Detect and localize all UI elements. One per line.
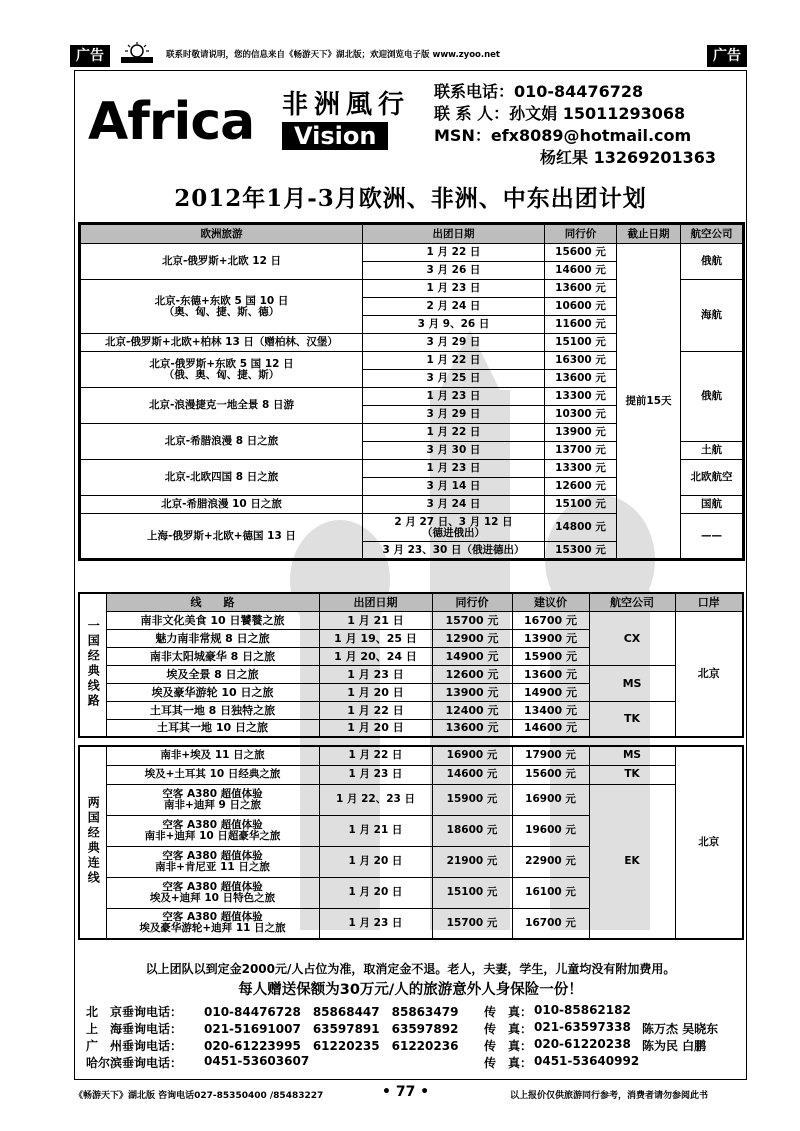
route-name: 北京-俄罗斯+北欧 12 日	[80, 244, 363, 280]
peer-price: 12600 元	[432, 665, 512, 683]
route-name: 魅力南非常规 8 日之旅	[106, 629, 319, 647]
europe-table	[78, 222, 745, 561]
route-name: 南非+埃及 11 日之旅	[106, 746, 319, 765]
office-people: 陈为民 白鹏	[642, 1039, 707, 1053]
peer-price: 10600 元	[545, 298, 617, 316]
brand-chinese: 非洲風行	[282, 90, 411, 120]
contact-second: 杨红果 13269201363	[540, 148, 717, 167]
ad-tag-left: 广告	[70, 45, 110, 67]
peer-price: 13900 元	[545, 424, 617, 442]
route-name	[106, 846, 319, 877]
brand-vision: Vision	[282, 122, 388, 150]
airline: 土航	[681, 442, 744, 460]
retail-price: 14900 元	[512, 683, 589, 701]
peer-price: 15700 元	[432, 611, 512, 629]
office-phones: 0451-53603607	[204, 1054, 310, 1068]
peer-price: 15600 元	[545, 244, 617, 262]
route-name	[106, 784, 319, 815]
depart-date: 1 月 22 日	[319, 746, 432, 765]
col-header: 航空公司	[589, 593, 675, 611]
depart-date: 3 月 23、30 日（俄进德出）	[363, 542, 545, 560]
office-phones: 010-84476728 85868447 85863479	[204, 1005, 459, 1019]
route-name: 上海-俄罗斯+北欧+德国 13 日	[80, 514, 363, 560]
route-line: 南非+迪拜 9 日之旅	[164, 798, 261, 811]
retail-price: 15600 元	[512, 765, 589, 784]
fax-label: 传 真：	[484, 1039, 533, 1053]
depart-date: 1 月 22 日	[363, 352, 545, 370]
airline: 俄航	[681, 352, 744, 442]
col-header: 航空公司	[681, 224, 744, 244]
depart-date: 1 月 23 日	[319, 665, 432, 683]
peer-price: 13300 元	[545, 460, 617, 478]
route-name: 南非文化美食 10 日饕餮之旅	[106, 611, 319, 629]
peer-price: 16300 元	[545, 352, 617, 370]
table-row	[79, 665, 743, 683]
airline: MS	[589, 665, 675, 701]
peer-price: 15900 元	[432, 784, 512, 815]
section-label-text: 两国经典连线	[86, 796, 101, 886]
route-name	[106, 908, 319, 939]
route-name: 南非太阳城豪华 8 日之旅	[106, 647, 319, 665]
depart-date: 1 月 22、23 日	[319, 784, 432, 815]
route-line: 空客 A380 超值体验	[162, 818, 263, 831]
table-row	[79, 746, 743, 765]
peer-price: 15100 元	[545, 496, 617, 514]
office-city: 广 州垂询电话：	[86, 1039, 183, 1053]
depart-date: 1 月 22 日	[319, 701, 432, 719]
header-notice: 联系时敬请说明，您的信息来自《畅游天下》湖北版；欢迎浏览电子版 www.zyoo.net	[166, 50, 500, 60]
depart-date: 1 月 20 日	[319, 877, 432, 908]
table-row	[79, 765, 743, 784]
route-name	[106, 877, 319, 908]
peer-price: 11600 元	[545, 316, 617, 334]
depart-date: 3 月 26 日	[363, 262, 545, 280]
peer-price: 13300 元	[545, 388, 617, 406]
page-title: 2012年1月-3月欧洲、非洲、中东出团计划	[174, 185, 647, 212]
peer-price: 14600 元	[545, 262, 617, 280]
route-name: 北京-俄罗斯+北欧+柏林 13 日（赠柏林、汉堡）	[80, 334, 363, 352]
retail-price: 13900 元	[512, 629, 589, 647]
route-name: 埃及豪华游轮 10 日之旅	[106, 683, 319, 701]
fax-label: 传 真：	[484, 1005, 533, 1019]
airline: TK	[589, 701, 675, 737]
peer-price: 12400 元	[432, 701, 512, 719]
date-line: （德进俄出）	[422, 526, 485, 539]
peer-price: 13600 元	[545, 370, 617, 388]
table-row	[80, 244, 744, 262]
peer-price: 14900 元	[432, 647, 512, 665]
depart-date: 1 月 23 日	[319, 765, 432, 784]
section-label	[79, 746, 106, 939]
magazine-logo	[118, 42, 156, 64]
route-line: 空客 A380 超值体验	[162, 849, 263, 862]
route-name	[80, 280, 363, 334]
port: 北京	[675, 746, 743, 939]
depart-date: 3 月 29 日	[363, 406, 545, 424]
insurance-note: 每人赠送保额为30万元/人的旅游意外人身保险一份！	[238, 982, 583, 998]
col-header: 欧洲旅游	[80, 224, 363, 244]
route-name	[80, 352, 363, 388]
airline: CX	[589, 611, 675, 665]
peer-price: 12900 元	[432, 629, 512, 647]
section-label-text: 一国经典线路	[86, 619, 101, 709]
table-row	[79, 611, 743, 629]
airline: TK	[589, 765, 675, 784]
africa-two-country-table	[78, 745, 744, 940]
depart-date: 3 月 30 日	[363, 442, 545, 460]
retail-price: 17900 元	[512, 746, 589, 765]
contact-phone: 联系电话：010-84476728	[434, 82, 644, 101]
retail-price: 13600 元	[512, 665, 589, 683]
peer-price: 13700 元	[545, 442, 617, 460]
route-line: 空客 A380 超值体验	[162, 911, 263, 924]
table-row	[79, 784, 743, 815]
depart-date: 3 月 14 日	[363, 478, 545, 496]
airline: 国航	[681, 496, 744, 514]
fax-label: 传 真：	[484, 1056, 533, 1070]
retail-price: 16900 元	[512, 784, 589, 815]
peer-price: 12600 元	[545, 478, 617, 496]
ad-tag-right: 广告	[707, 45, 747, 67]
col-header: 建议价	[512, 593, 589, 611]
route-name: 土耳其一地 10 日之旅	[106, 719, 319, 737]
depart-date: 1 月 23 日	[363, 280, 545, 298]
peer-price: 15100 元	[432, 877, 512, 908]
contact-msn: MSN：efx8089@hotmail.com	[434, 126, 692, 145]
office-fax: 020-61220238	[534, 1037, 631, 1051]
office-phones: 021-51691007 63597891 63597892	[204, 1022, 459, 1036]
retail-price: 16700 元	[512, 611, 589, 629]
retail-price: 22900 元	[512, 846, 589, 877]
airline: ——	[681, 514, 744, 560]
date-line: 2 月 27 日、3 月 12 日	[394, 515, 513, 528]
route-line: 南非+迪拜 10 日超豪华之旅	[144, 829, 281, 842]
depart-date: 1 月 23 日	[319, 908, 432, 939]
table-header	[79, 593, 743, 611]
route-name: 北京-希腊浪漫 8 日之旅	[80, 424, 363, 460]
airline: EK	[589, 784, 675, 939]
peer-price: 15700 元	[432, 908, 512, 939]
retail-price: 19600 元	[512, 815, 589, 846]
page-number: • 77 •	[382, 1084, 430, 1100]
depart-date: 1 月 23 日	[363, 460, 545, 478]
route-line: 南非+肯尼亚 11 日之旅	[155, 860, 270, 873]
office-city: 北 京垂询电话：	[86, 1005, 183, 1019]
route-line: 空客 A380 超值体验	[162, 880, 263, 893]
page-number-text: 77	[395, 1084, 416, 1100]
airline: 俄航	[681, 244, 744, 280]
footer-right: 以上报价仅供旅游同行参考，消费者请勿参阅此书	[510, 1091, 709, 1101]
peer-price: 14800 元	[545, 514, 617, 542]
route-line: 埃及+迪拜 10 日特色之旅	[149, 891, 276, 904]
office-fax: 010-85862182	[534, 1003, 631, 1017]
peer-price: 16900 元	[432, 746, 512, 765]
table-header	[80, 224, 744, 244]
route-name: 北京-浪漫捷克一地全景 8 日游	[80, 388, 363, 424]
terms-note: 以上团队以到定金2000元/人占位为准，取消定金不退。老人，夫妻，学生，儿童均没有附加费用。	[145, 962, 676, 976]
deadline: 提前15天	[617, 244, 681, 560]
brand-latin: Africa	[88, 92, 255, 152]
table-row	[79, 701, 743, 719]
col-header: 截止日期	[617, 224, 681, 244]
depart-date: 3 月 29 日	[363, 334, 545, 352]
airline: MS	[589, 746, 675, 765]
col-header: 同行价	[432, 593, 512, 611]
depart-date: 3 月 9、26 日	[363, 316, 545, 334]
depart-date: 2 月 24 日	[363, 298, 545, 316]
depart-date: 1 月 22 日	[363, 424, 545, 442]
depart-date: 1 月 20 日	[319, 683, 432, 701]
office-people: 陈万杰 吴晓东	[642, 1022, 719, 1036]
retail-price: 16100 元	[512, 877, 589, 908]
port: 北京	[675, 611, 743, 737]
office-phones: 020-61223995 61220235 61220236	[204, 1039, 459, 1053]
route-name-line: 北京-俄罗斯+东欧 5 国 12 日	[149, 357, 294, 370]
col-header: 出团日期	[319, 593, 432, 611]
depart-date: 1 月 20 日	[319, 846, 432, 877]
peer-price: 13600 元	[545, 280, 617, 298]
peer-price: 14600 元	[432, 765, 512, 784]
depart-date: 1 月 23 日	[363, 388, 545, 406]
office-city: 哈尔滨垂询电话：	[86, 1056, 183, 1070]
depart-date	[363, 514, 545, 542]
depart-date: 1 月 20、24 日	[319, 647, 432, 665]
depart-date: 3 月 25 日	[363, 370, 545, 388]
route-name-line: 北京-东德+东欧 5 国 10 日	[154, 294, 289, 307]
office-fax: 021-63597338	[534, 1020, 631, 1034]
retail-price: 15900 元	[512, 647, 589, 665]
airline: 海航	[681, 280, 744, 352]
depart-date: 3 月 24 日	[363, 496, 545, 514]
footer-left: 《畅游天下》湖北版 咨询电话027-85350400 /85483227	[74, 1091, 324, 1101]
route-name: 北京-希腊浪漫 10 日之旅	[80, 496, 363, 514]
col-header: 口岸	[675, 593, 743, 611]
retail-price: 16700 元	[512, 908, 589, 939]
route-name-line: （俄、奥、匈、捷、斯）	[163, 368, 280, 381]
route-name: 土耳其一地 8 日独特之旅	[106, 701, 319, 719]
peer-price: 13900 元	[432, 683, 512, 701]
route-name: 埃及+土耳其 10 日经典之旅	[106, 765, 319, 784]
col-header: 同行价	[545, 224, 617, 244]
route-name: 埃及全景 8 日之旅	[106, 665, 319, 683]
contact-person: 联 系 人：孙文娟 15011293068	[434, 104, 686, 123]
section-label	[79, 593, 106, 737]
depart-date: 1 月 22 日	[363, 244, 545, 262]
route-line: 埃及豪华游轮+迪拜 11 日之旅	[139, 922, 286, 935]
peer-price: 15300 元	[545, 542, 617, 560]
africa-one-country-table	[78, 592, 744, 738]
peer-price: 21900 元	[432, 846, 512, 877]
retail-price: 13400 元	[512, 701, 589, 719]
col-header: 线 路	[106, 593, 319, 611]
peer-price: 10300 元	[545, 406, 617, 424]
route-name: 北京-北欧四国 8 日之旅	[80, 460, 363, 496]
route-name	[106, 815, 319, 846]
depart-date: 1 月 21 日	[319, 611, 432, 629]
peer-price: 15100 元	[545, 334, 617, 352]
airline: 北欧航空	[681, 460, 744, 496]
peer-price: 18600 元	[432, 815, 512, 846]
depart-date: 1 月 19、25 日	[319, 629, 432, 647]
office-fax: 0451-53640992	[534, 1054, 640, 1068]
office-city: 上 海垂询电话：	[86, 1022, 183, 1036]
depart-date: 1 月 21 日	[319, 815, 432, 846]
col-header: 出团日期	[363, 224, 545, 244]
route-name-line: （奥、匈、捷、斯、德）	[163, 305, 280, 318]
route-line: 空客 A380 超值体验	[162, 787, 263, 800]
retail-price: 14600 元	[512, 719, 589, 737]
peer-price: 13600 元	[432, 719, 512, 737]
fax-label: 传 真：	[484, 1022, 533, 1036]
depart-date: 1 月 20 日	[319, 719, 432, 737]
